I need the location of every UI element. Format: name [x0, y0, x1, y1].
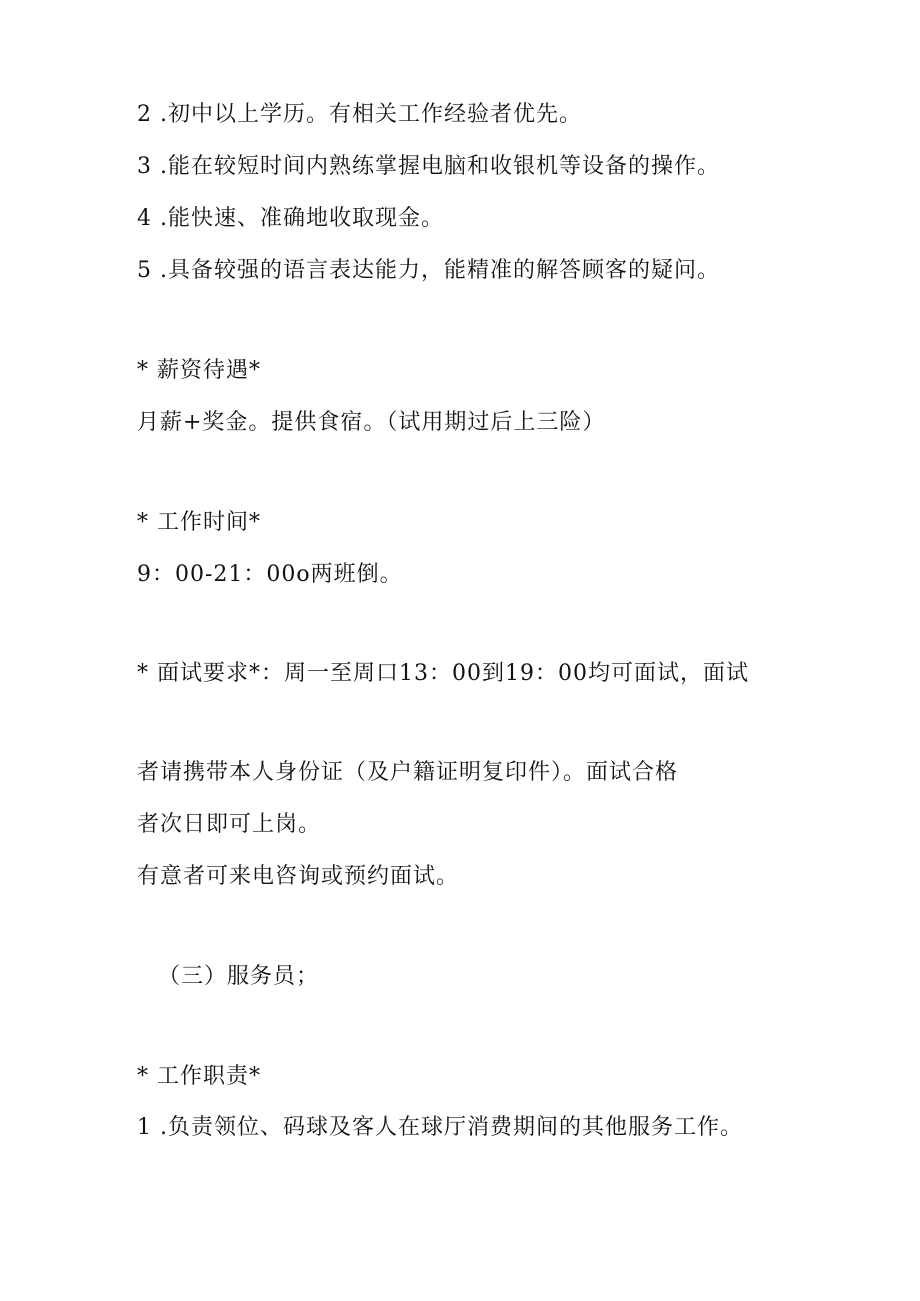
interview-requirements-line-1: * 面试要求*：周一至周口13：00到19：00均可面试，面试 — [137, 661, 749, 686]
duty-item-1: 1 .负责领位、码球及客人在球厅消费期间的其他服务工作。 — [137, 1115, 743, 1140]
requirement-item-3: 3 .能在较短时间内熟练掌握电脑和收银机等设备的操作。 — [137, 154, 720, 179]
duties-heading: * 工作职责* — [137, 1064, 261, 1089]
requirement-item-5: 5 .具备较强的语言表达能力，能精准的解答顾客的疑问。 — [137, 258, 720, 283]
section-title-waiter: （三）服务员； — [158, 964, 320, 989]
interview-requirements-line-3: 者次日即可上岗。 — [137, 812, 322, 837]
interview-requirements-line-2: 者请携带本人身份证（及户籍证明复印件）。面试合格 — [137, 760, 679, 785]
hours-heading: * 工作时间* — [137, 510, 261, 535]
requirement-item-4: 4 .能快速、准确地收取现金。 — [137, 206, 444, 231]
contact-note: 有意者可来电咨询或预约面试。 — [137, 864, 460, 889]
salary-heading: * 薪资待遇* — [137, 358, 261, 383]
hours-text: 9：00-21：00o两班倒。 — [137, 562, 403, 587]
requirement-item-2: 2 .初中以上学历。有相关工作经验者优先。 — [137, 102, 582, 127]
salary-text: 月薪+奖金。提供食宿。（试用期过后上三险） — [137, 410, 606, 435]
